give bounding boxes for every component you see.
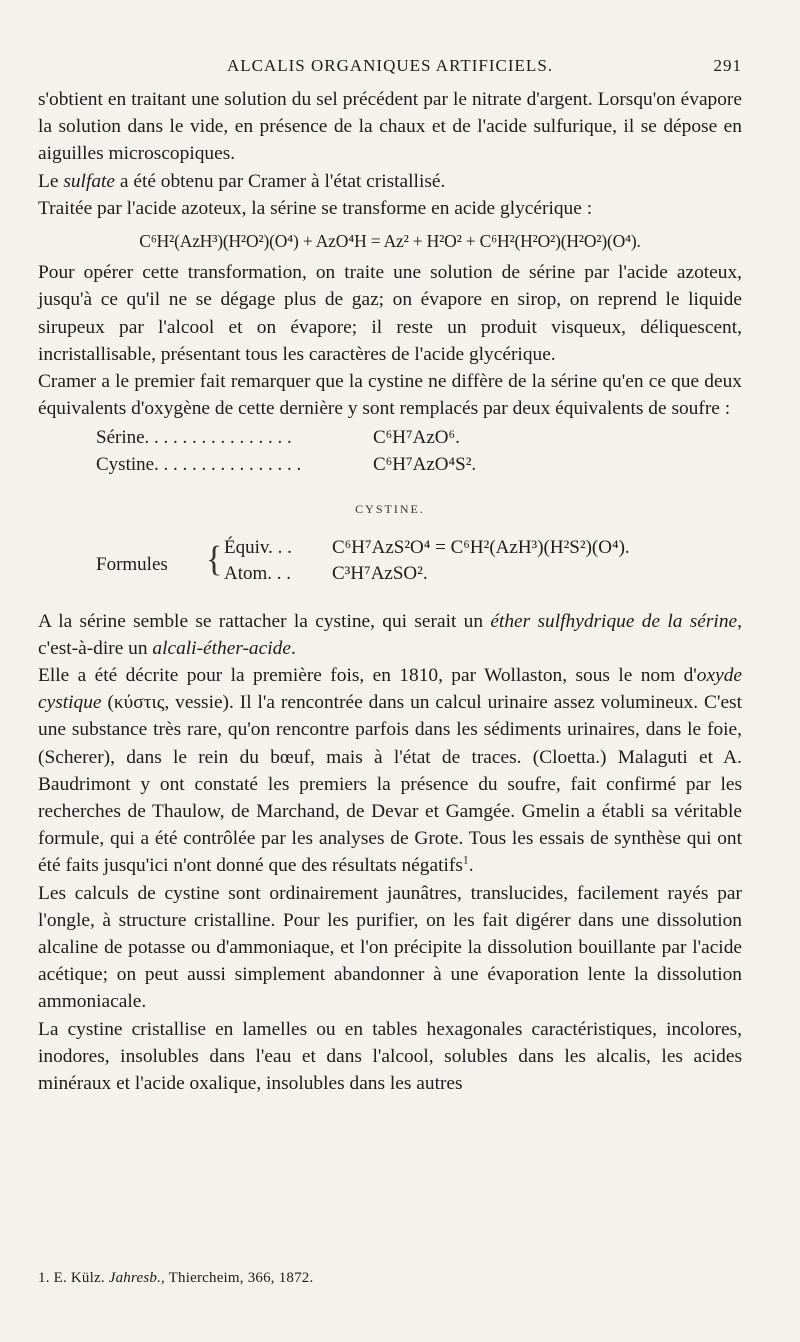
paragraph: Les calculs de cystine sont ordinairement jaunâtres, translucides, facilement rayés par l'ongle, à structure cristalline. Pour les purifier, on les fait digérer dans une dissolution alcaline de potasse ou d'ammoniaque, et l'on précipite la dissolution bouillante par l'acide acétique; on peut aussi simplement abandonner à une évaporation lente la dissolution ammoniacale. (38, 882, 742, 1013)
formula-key: Atom. . . (224, 562, 292, 584)
text: Elle a été décrite pour la première fois, en 1810, par Wollaston, sous le nom d' (38, 665, 697, 687)
italic-term: sulfate (63, 170, 116, 192)
comparison-row (38, 424, 742, 451)
paragraph: Traitée par l'acide azoteux, la sérine se transforme en acide glycérique : (38, 197, 593, 219)
paragraph: Cramer a le premier fait remarquer que la cystine ne diffère de la sérine qu'en ce que deux équivalents d'oxygène de cette dernière y sont remplacés par deux équivalents de soufre : (38, 371, 742, 420)
formula-row (224, 560, 428, 587)
page-number: 291 (713, 56, 742, 75)
paragraph (38, 168, 742, 195)
paragraph: La cystine cristallise en lamelles ou en tables hexagonales caractéristiques, incolores, inodores, insolubles dans l'eau et dans l'alcool, solubles dans les alcalis, les acides minéraux et l'acide oxalique, insolubles dans les autres (38, 1018, 742, 1095)
paragraph: Pour opérer cette transformation, on traite une solution de sérine par l'acide azoteux, jusqu'à ce qu'il ne se dégage plus de gaz; on évapore en sirop, on reprend le liquide sirupeux par l'alcool et on évapore; il reste un produit visqueux, déliquescent, incristallisable, présentant tous les caractères de l'acide glycérique. (38, 262, 742, 365)
text: A la sérine semble se rattacher la cystine, qui serait un (38, 610, 491, 632)
footnote-marker[interactable]: 1 (462, 854, 469, 867)
text: a été obtenu par Cramer à l'état cristallisé. (115, 170, 446, 192)
section-heading: CYSTINE. (355, 502, 425, 517)
formula-row (224, 534, 630, 561)
text: (κύστις, vessie). Il l'a rencontrée dans un calcul urinaire assez volumineux. C'est une substance très rare, qu'on rencontre parfois dans les sédiments urinaires, dans le foie, (Scherer), dans le rein du bœuf, mais à l'état de traces. (Cloetta.) Malaguti et A. Baudrimont y ont constaté les premiers la présence du soufre, fait confirmé par les recherches de Thaulow, de Marchand, de Devar et Gamgée. Gmelin a établi sa véritable formule, qui a été contrôlée par les analyses de Grote. Tous les essais de synthèse qui ont été faits jusqu'ici n'ont donné que des résultats négatifs (38, 692, 742, 877)
comparison-formula: C⁶H⁷AzO⁶. (373, 427, 460, 449)
comparison-label: Sérine. . . . . . . . . . . . . . . . (96, 427, 292, 449)
paragraph (38, 608, 742, 662)
text: 1. E. Külz. (38, 1270, 109, 1286)
text: . (468, 855, 474, 877)
text: , Thiercheim, 366, 1872. (161, 1270, 314, 1286)
comparison-row (38, 451, 742, 478)
text: , c'est-à-dire un (38, 610, 742, 659)
formulas-block (38, 534, 742, 596)
formula-key: Équiv. . . (224, 536, 292, 558)
chemical-equation: C⁶H²(AzH³)(H²O²)(O⁴) + AzO⁴H = Az² + H²O² + C⁶H²(H²O²)(H²O²)(O⁴). (139, 231, 641, 252)
formula-comparison (38, 424, 742, 478)
running-header (38, 56, 742, 82)
comparison-formula: C⁶H⁷AzO⁴S². (373, 454, 477, 476)
formula-value: C³H⁷AzSO². (332, 562, 428, 584)
formula-value: C⁶H⁷AzS²O⁴ = C⁶H²(AzH³)(H²S²)(O⁴). (332, 536, 630, 558)
running-title: ALCALIS ORGANIQUES ARTIFICIELS. (226, 56, 554, 75)
footnote (38, 1270, 313, 1287)
italic-term: Jahresb. (108, 1270, 162, 1286)
brace-icon: { (206, 539, 223, 579)
comparison-label: Cystine. . . . . . . . . . . . . . . . (96, 454, 302, 476)
paragraph (38, 662, 742, 880)
italic-term: alcali-éther-acide (152, 637, 291, 659)
page-body (38, 86, 742, 1097)
italic-term: oxyde cystique (38, 665, 742, 714)
italic-term: éther sulfhydrique de la sérine (490, 610, 738, 632)
text: . (290, 637, 296, 659)
paragraph: s'obtient en traitant une solution du sel précédent par le nitrate d'argent. Lorsqu'on évapore la solution dans le vide, en présence de la chaux et de l'acide sulfurique, il se dépose en aiguilles microscopiques. (38, 89, 742, 165)
formulas-label: Formules (96, 553, 168, 575)
text: Le (38, 170, 64, 192)
